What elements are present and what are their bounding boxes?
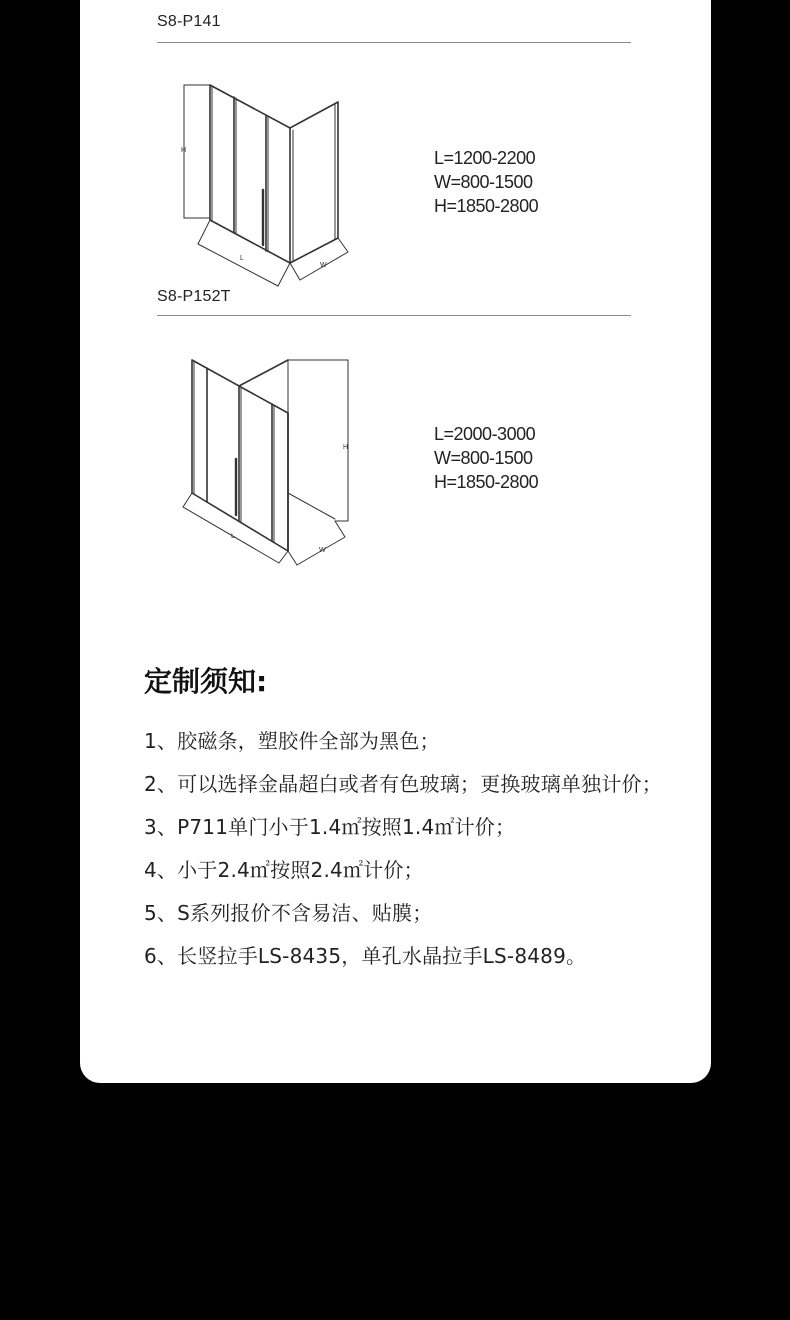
diagram-label-w: W: [319, 547, 326, 554]
notice-item: 1、胶磁条，塑胶件全部为黑色；: [144, 729, 440, 753]
dimension-length: L=1200-2200: [434, 148, 536, 168]
notice-item: 6、长竖拉手LS-8435，单孔水晶拉手LS-8489。: [144, 944, 587, 968]
notice-item: 2、可以选择金晶超白或者有色玻璃；更换玻璃单独计价；: [144, 772, 662, 796]
notice-item: 4、小于2.4㎡按照2.4㎡计价；: [144, 858, 424, 882]
dimension-height: H=1850-2800: [434, 472, 539, 492]
diagram-label-w: W: [320, 262, 327, 269]
divider-line: [157, 315, 631, 316]
diagram-label-l: L: [231, 533, 235, 540]
divider-line: [157, 42, 631, 43]
notice-item: 3、P711单门小于1.4㎡按照1.4㎡计价；: [144, 815, 516, 839]
dimension-list: [434, 422, 538, 494]
corner-shower-enclosure-diagram: [170, 80, 360, 290]
dimension-height: H=1850-2800: [434, 196, 539, 216]
dimension-width: W=800-1500: [434, 448, 533, 468]
corner-shower-enclosure-diagram: [175, 355, 360, 570]
diagram-label-h: H: [343, 444, 349, 451]
dimension-width: W=800-1500: [434, 172, 533, 192]
model-title-p152t: S8-P152T: [157, 288, 231, 305]
dimension-list: [434, 146, 538, 218]
diagram-label-h: H: [181, 147, 187, 154]
notice-item: 5、S系列报价不含易洁、贴膜；: [144, 901, 433, 925]
notice-title: 定制须知:: [144, 665, 268, 698]
model-title-p141: S8-P141: [157, 13, 221, 30]
diagram-label-l: L: [240, 255, 244, 262]
dimension-length: L=2000-3000: [434, 424, 536, 444]
notice-list: [144, 720, 662, 978]
